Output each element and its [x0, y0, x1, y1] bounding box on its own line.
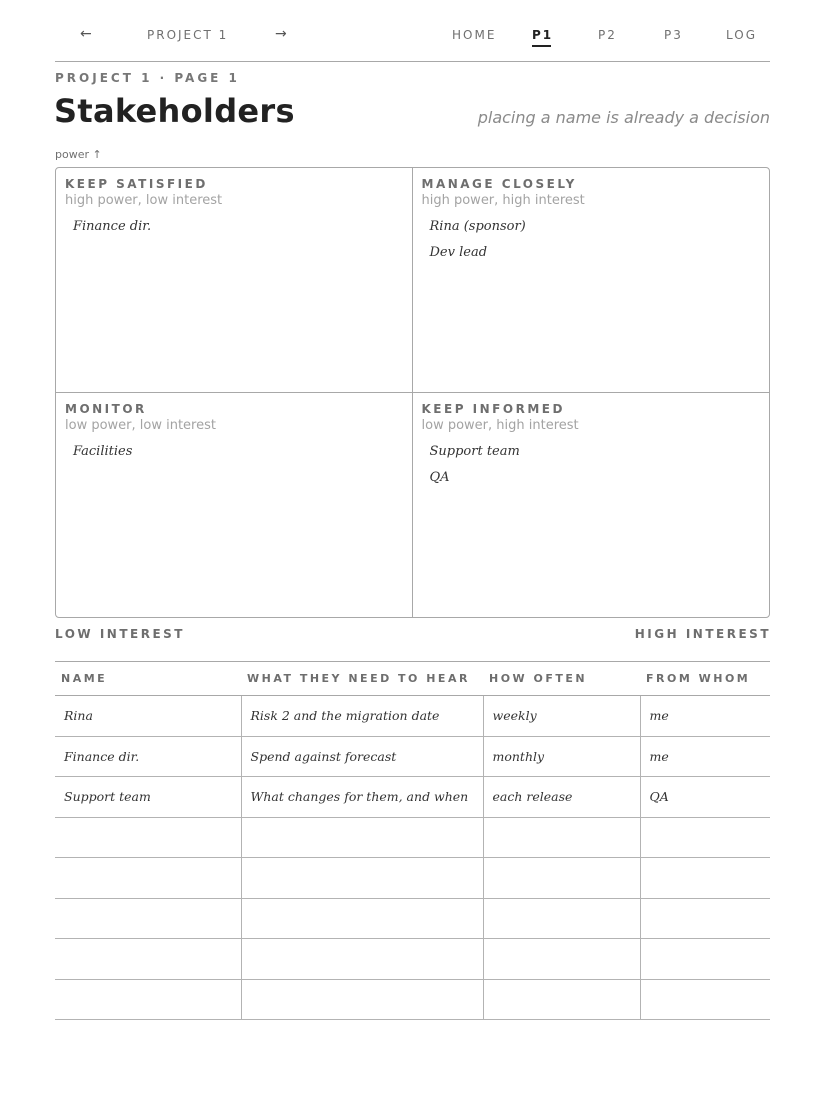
column-header-message: WHAT THEY NEED TO HEAR: [241, 662, 483, 696]
stakeholder-note[interactable]: Support team: [429, 443, 520, 459]
cell-from-whom[interactable]: [640, 858, 770, 899]
cell-message[interactable]: [241, 979, 483, 1020]
table-row: [55, 898, 770, 939]
nav-link-p2[interactable]: P2: [598, 28, 617, 42]
cell-name[interactable]: Rina: [55, 696, 241, 737]
quadrant-description: low power, low interest: [65, 417, 216, 433]
quadrant-keep-informed[interactable]: [413, 393, 770, 618]
column-header-name: NAME: [55, 662, 241, 696]
cell-name[interactable]: Finance dir.: [55, 736, 241, 777]
column-header-from-whom: FROM WHOM: [640, 662, 770, 696]
nav-link-p1[interactable]: P1: [532, 28, 554, 42]
table-row: [55, 858, 770, 899]
cell-from-whom[interactable]: me: [640, 696, 770, 737]
forward-arrow-icon[interactable]: →: [275, 26, 287, 42]
quadrant-description: high power, high interest: [421, 193, 585, 208]
cell-frequency[interactable]: monthly: [483, 736, 640, 777]
cell-message[interactable]: Spend against forecast: [241, 736, 483, 777]
quadrant-title: MONITOR: [65, 401, 147, 416]
cell-name[interactable]: Support team: [55, 777, 241, 818]
cell-from-whom[interactable]: [640, 939, 770, 980]
top-nav: [55, 22, 770, 62]
quadrant-title: KEEP SATISFIED: [65, 177, 208, 191]
quadrant-manage-closely[interactable]: [413, 168, 770, 393]
quadrant-title: KEEP INFORMED: [421, 401, 565, 416]
cell-frequency[interactable]: [483, 817, 640, 858]
cell-name[interactable]: [55, 858, 241, 899]
cell-message[interactable]: [241, 858, 483, 899]
table-row: [55, 736, 770, 777]
cell-from-whom[interactable]: QA: [640, 777, 770, 818]
quadrant-description: low power, high interest: [421, 417, 579, 433]
quadrant-keep-satisfied[interactable]: [56, 168, 413, 393]
cell-message[interactable]: [241, 939, 483, 980]
table-row: [55, 817, 770, 858]
cell-name[interactable]: [55, 979, 241, 1020]
cell-frequency[interactable]: [483, 858, 640, 899]
cell-from-whom[interactable]: [640, 979, 770, 1020]
stakeholder-note[interactable]: Dev lead: [429, 245, 488, 260]
cell-frequency[interactable]: [483, 939, 640, 980]
cell-message[interactable]: [241, 817, 483, 858]
stakeholder-note[interactable]: Finance dir.: [73, 219, 152, 234]
cell-name[interactable]: [55, 898, 241, 939]
nav-link-log[interactable]: LOG: [726, 28, 758, 42]
stakeholder-note[interactable]: Facilities: [73, 443, 133, 459]
table-row: [55, 696, 770, 737]
y-axis-label: power ↑: [55, 148, 102, 161]
x-axis-high-label: HIGH INTEREST: [634, 627, 771, 641]
cell-frequency[interactable]: each release: [483, 777, 640, 818]
page-tagline: placing a name is already a decision: [477, 108, 770, 127]
cell-frequency[interactable]: [483, 979, 640, 1020]
table-header-row: [55, 662, 770, 696]
stakeholder-note[interactable]: QA: [429, 469, 450, 485]
table-row: [55, 777, 770, 818]
cell-frequency[interactable]: weekly: [483, 696, 640, 737]
cell-name[interactable]: [55, 939, 241, 980]
communication-table: [55, 661, 770, 1020]
nav-link-p3[interactable]: P3: [664, 28, 683, 42]
x-axis-low-label: LOW INTEREST: [55, 627, 185, 641]
cell-message[interactable]: [241, 898, 483, 939]
project-label[interactable]: PROJECT 1: [147, 28, 229, 42]
column-header-frequency: HOW OFTEN: [483, 662, 640, 696]
page-title: Stakeholders: [54, 92, 295, 130]
table-row: [55, 939, 770, 980]
quadrant-monitor[interactable]: [56, 393, 413, 618]
cell-from-whom[interactable]: [640, 898, 770, 939]
cell-frequency[interactable]: [483, 898, 640, 939]
cell-name[interactable]: [55, 817, 241, 858]
cell-message[interactable]: What changes for them, and when: [241, 777, 483, 818]
cell-message[interactable]: Risk 2 and the migration date: [241, 696, 483, 737]
breadcrumb: PROJECT 1 · PAGE 1: [55, 71, 240, 85]
nav-link-home[interactable]: HOME: [452, 28, 497, 42]
quadrant-title: MANAGE CLOSELY: [421, 177, 577, 191]
cell-from-whom[interactable]: me: [640, 736, 770, 777]
back-arrow-icon[interactable]: ←: [80, 26, 92, 42]
stakeholder-matrix: [55, 167, 770, 618]
cell-from-whom[interactable]: [640, 817, 770, 858]
quadrant-description: high power, low interest: [65, 193, 223, 208]
stakeholder-note[interactable]: Rina (sponsor): [429, 219, 526, 234]
table-row: [55, 979, 770, 1020]
